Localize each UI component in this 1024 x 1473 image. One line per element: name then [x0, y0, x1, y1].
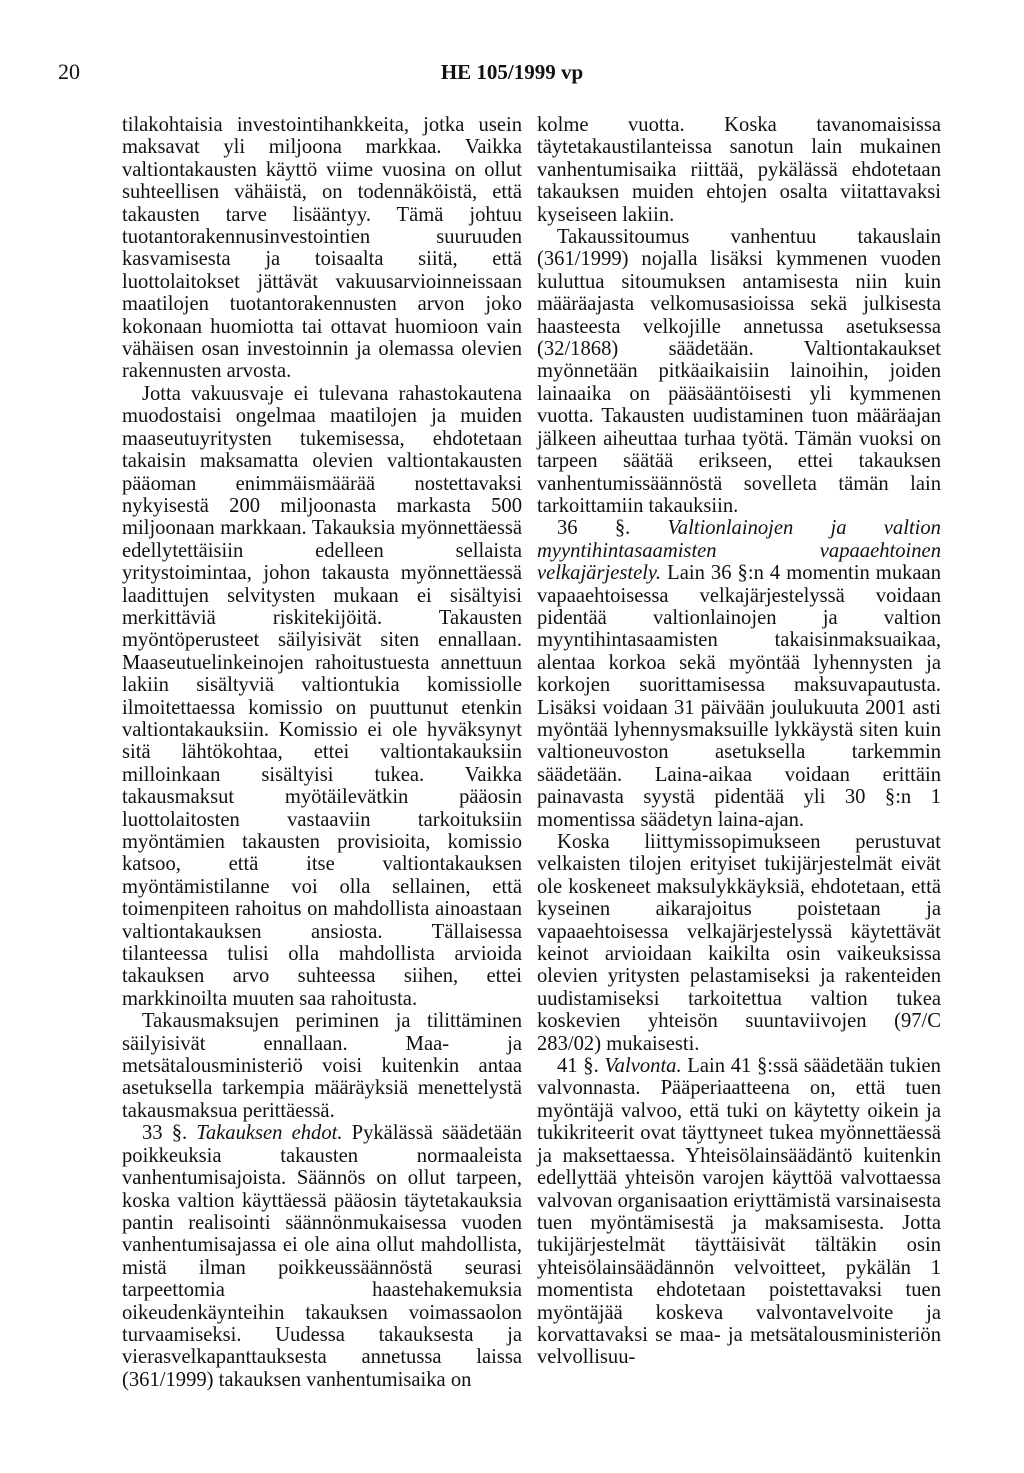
- section-sign: §.: [171, 1122, 188, 1145]
- page-number: 20: [58, 59, 80, 84]
- section-number: 33: [142, 1122, 163, 1145]
- section-text: Lain 41 §:ssä säädetään tukien valvonnasta. Pääperiaatteena on, että tuen myöntäjä valvoo, että tuki on käytetty oikein ja tukikriteerit ovat täyttyneet tukea myönnettäessä ja maksettaessa. Yhteisölainsäädäntö kuitenkin edellyttää yhteisön varojen käyttöä valvottaessa valvovan organisaation eriyttämistä varsinaisesta tuen myöntämisestä ja maksamisesta. Jotta tukijärjestelmät täyttäisivät tältäkin osin yhteisölainsäädännön velvoitteet, pykälän 1 momentista ehdotetaan poistettavaksi tuen myöntäjää koskeva valvontavelvoite ja korvattavaksi se maa- ja metsätalousministeriön velvollisuu-: [537, 1055, 941, 1369]
- document-reference: HE 105/1999 vp: [440, 60, 584, 84]
- right-column: [537, 114, 941, 1369]
- section-36-paragraph: [537, 517, 941, 831]
- section-41-paragraph: [537, 1055, 941, 1369]
- paragraph: kolme vuotta. Koska tavanomaisissa täytetakaustilanteissa sanotun lain mukainen vanhentumisaika riittää, pykälässä ehdotetaan takauksen muiden ehtojen osalta viitattavaksi kyseiseen lakiin.: [537, 114, 941, 226]
- section-number: 41: [557, 1055, 578, 1078]
- left-column: [122, 114, 522, 1391]
- section-sign: §.: [614, 517, 631, 540]
- section-title: Valvonta.: [604, 1055, 682, 1078]
- section-title: Valtionlainojen ja valtion myyntihintasaamisten vapaaehtoinen velkajärjestely.: [537, 517, 941, 585]
- section-number: 36: [557, 517, 578, 540]
- section-title: Takauksen ehdot.: [196, 1122, 343, 1145]
- section-text: Pykälässä säädetään poikkeuksia takausten normaaleista vanhentumisajoista. Säännös on ollut tarpeen, koska valtion käyttäessä pääosin täytetakauksia pantin realisointi säännönmukaisessa vuoden vanhentumisajassa ei ole aina ollut mahdollista, mistä ilman poikkeussäännöstä seurasi tarpeettomia haastehakemuksia oikeudenkäynteihin takauksen voimassaolon turvaamiseksi. Uudessa takauksesta ja vierasvelkapanttauksesta annetussa laissa (361/1999) takauksen vanhentumisaika on: [122, 1122, 522, 1391]
- section-sign: §.: [583, 1055, 599, 1078]
- paragraph: Takausmaksujen periminen ja tilittäminen säilyisivät ennallaan. Maa- ja metsätalousministeriö voisi kuitenkin antaa asetuksella tarkempia määräyksiä menettelystä takausmaksua perittäessä.: [122, 1010, 522, 1122]
- paragraph: tilakohtaisia investointihankkeita, jotka usein maksavat yli miljoona markkaa. Vaikka valtiontakausten käyttö viime vuosina on ollut suhteellisen vähäistä, on todennäköistä, että takausten tarve lisääntyy. Tämä johtuu tuotantorakennusinvestointien suuruuden kasvamisesta ja toisaalta siitä, että luottolaitokset jättävät vakuusarvioinneissaan maatilojen tuotantorakennusten arvon joko kokonaan huomiotta tai ottavat huomioon vain vähäisen osan investoinnin ja olemassa olevien rakennusten arvosta.: [122, 114, 522, 383]
- paragraph: Jotta vakuusvaje ei tulevana rahastokautena muodostaisi ongelmaa maatilojen ja muiden maaseutuyritysten tukemisessa, ehdotetaan takaisin maksamatta olevien valtiontakausten pääoman enimmäismäärää nostettavaksi nykyisestä 200 miljoonasta markasta 500 miljoonaan markkaan. Takauksia myönnettäessä edellytettäisiin edelleen sellaista yritystoimintaa, johon takausta myönnettäessä laadittujen selvitysten mukaan ei sisältyisi merkittäviä riskitekijöitä. Takausten myöntöperusteet säilyisivät siten ennallaan. Maaseutuelinkeinojen rahoitustuesta annettuun lakiin sisältyviä valtiontukia komissiolle ilmoitettaessa komissio on puuttunut etenkin valtiontakauksiin. Komissio ei ole hyväksynyt sitä lähtökohtaa, ettei valtiontakauksiin milloinkaan sisältyisi tukea. Vaikka takausmaksut myötäilevätkin pääosin luottolaitosten vastaaviin tarkoituksiin myöntämien takausten provisioita, komissio katsoo, että itse valtiontakauksen myöntämistilanne voi olla sellainen, että toimenpiteen rahoitus on mahdollista ainoastaan valtiontakauksen ansiosta. Tällaisessa tilanteessa tulisi olla mahdollista arvioida takauksen arvo suhteessa siihen, ettei markkinoilta muuten saa rahoitusta.: [122, 382, 522, 1010]
- paragraph: Koska liittymissopimukseen perustuvat velkaisten tilojen erityiset tukijärjestelmät eivät ole koskeneet maksulykkäyksiä, ehdotetaan, että kyseinen aikarajoitus poistetaan ja vapaaehtoisessa velkajärjestelyssä käytettävät keinot arvioidaan kaikilta osin vaikeuksissa olevien yritysten pelastamiseksi ja rakenteiden uudistamiseksi tarkoitettua valtion tukea koskevien yhteisön suuntaviivojen (97/C 283/02) mukaisesti.: [537, 831, 941, 1055]
- section-33-paragraph: [122, 1122, 522, 1391]
- section-text: Lain 36 §:n 4 momentin mukaan vapaaehtoisessa velkajärjestelyssä voidaan pidentää valtionlainojen ja valtion myyntihintasaamisten takaisinmaksuaikaa, alentaa korkoa sekä myöntää lyhennysten ja korkojen suorittamisessa maksuvapautusta. Lisäksi voidaan 31 päivään joulukuuta 2001 asti myöntää lyhennysmaksuille lykkäystä siten kuin valtioneuvoston asetuksella tarkemmin säädetään. Laina-aikaa voidaan erittäin painavasta syystä pidentää yli 30 §:n 1 momentissa säädetyn laina-ajan.: [537, 562, 941, 831]
- paragraph: Takaussitoumus vanhentuu takauslain (361/1999) nojalla lisäksi kymmenen vuoden kuluttua sitoumuksen antamisesta niin kuin määräajasta velkomusasioissa sekä julkisesta haasteesta velkojille annetussa asetuksessa (32/1868) säädetään. Valtiontakaukset myönnetään pitkäaikaisiin lainoihin, joiden lainaaika on pääsääntöisesti yli kymmenen vuotta. Takausten uudistaminen tuon määräajan jälkeen aiheuttaa turhaa työtä. Tämän vuoksi on tarpeen säätää erikseen, ettei takauksen vanhentumissäännöstä sovelleta tämän lain tarkoittamiin takauksiin.: [537, 226, 941, 517]
